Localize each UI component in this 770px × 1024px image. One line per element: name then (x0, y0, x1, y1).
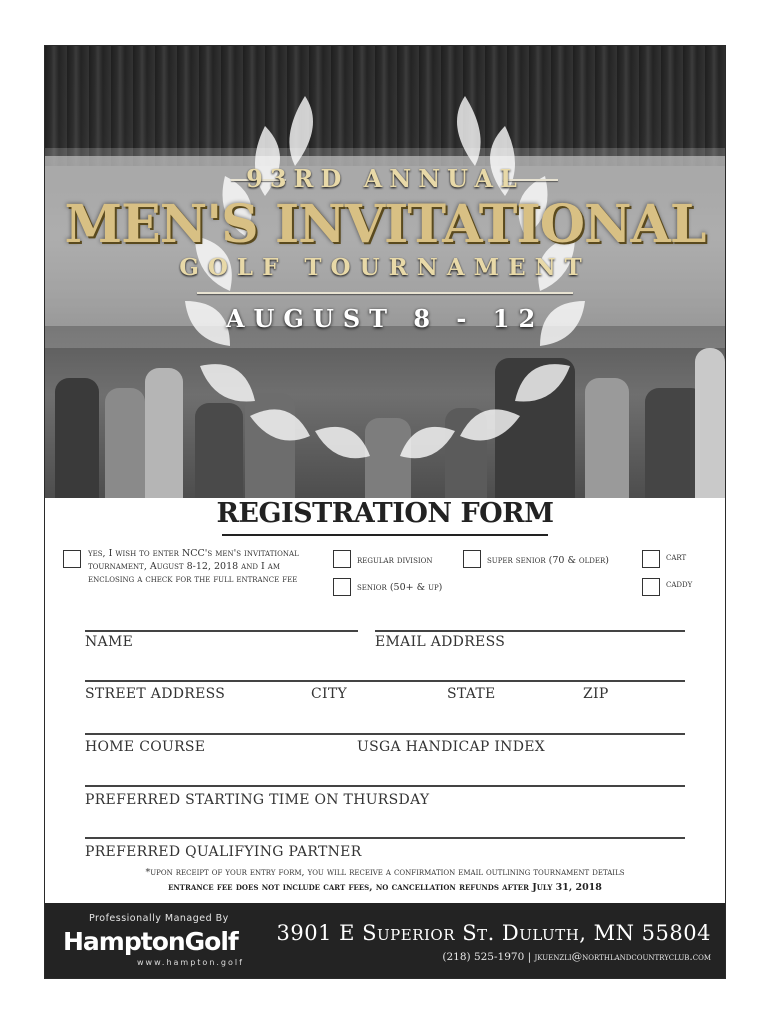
partner-input[interactable] (85, 837, 685, 839)
home-course-label: HOME COURSE (85, 739, 206, 755)
city-label: CITY (311, 686, 348, 702)
handicap-label: USGA HANDICAP INDEX (357, 739, 546, 755)
zip-label: ZIP (583, 686, 609, 702)
partner-label: PREFERRED QUALIFYING PARTNER (85, 844, 362, 860)
email-label: EMAIL ADDRESS (375, 634, 506, 650)
logo-website: www.hampton.golf (137, 958, 244, 967)
fee-note: entrance fee does not include cart fees, no cancellation refunds after July 31, 2018 (168, 882, 602, 893)
club-address: 3901 E Superior St. Duluth, MN 55804 (276, 921, 711, 945)
street-address-label: STREET ADDRESS (85, 686, 226, 702)
tournament-title: MEN'S INVITATIONAL (64, 194, 706, 255)
senior-label: senior (50+ & up) (357, 582, 443, 593)
cart-label: cart (666, 552, 687, 563)
enter-tournament-checkbox[interactable] (63, 550, 81, 568)
title-underline (222, 534, 548, 536)
caddy-checkbox[interactable] (642, 578, 660, 596)
start-time-input[interactable] (85, 785, 685, 787)
name-input[interactable] (85, 630, 358, 632)
regular-division-checkbox[interactable] (333, 550, 351, 568)
address-input[interactable] (85, 680, 685, 682)
cart-checkbox[interactable] (642, 550, 660, 568)
footer-bar (45, 903, 725, 978)
managed-by-label: Professionally Managed By (89, 913, 229, 924)
registration-flyer (45, 46, 725, 978)
form-title: REGISTRATION FORM (216, 498, 554, 529)
course-handicap-input[interactable] (85, 733, 685, 735)
name-label: NAME (85, 634, 134, 650)
edition-heading: 93RD ANNUAL (246, 164, 524, 193)
senior-checkbox[interactable] (333, 578, 351, 596)
regular-division-label: regular division (357, 555, 433, 566)
email-input[interactable] (375, 630, 685, 632)
start-time-label: PREFERRED STARTING TIME ON THURSDAY (85, 792, 430, 808)
enter-tournament-label: yes, I wish to enter NCC's men's invitational tournament, August 8-12, 2018 and I am enclosing a check for the full entrance fee (88, 548, 299, 585)
tournament-subtitle: GOLF TOURNAMENT (179, 254, 591, 281)
hampton-golf-logo: HamptonGolf (63, 927, 238, 956)
decor-rule-center (197, 292, 573, 294)
club-contact: (218) 525-1970 | jkuenzli@northlandcountryclub.com (442, 951, 711, 963)
confirmation-note: *upon receipt of your entry form, you will receive a confirmation email outlining tournament details (145, 867, 625, 878)
state-label: STATE (447, 686, 496, 702)
caddy-label: caddy (666, 579, 693, 590)
tournament-dates: AUGUST 8 - 12 (225, 304, 545, 333)
super-senior-label: super senior (70 & older) (487, 555, 610, 566)
hero-banner (45, 46, 725, 498)
super-senior-checkbox[interactable] (463, 550, 481, 568)
